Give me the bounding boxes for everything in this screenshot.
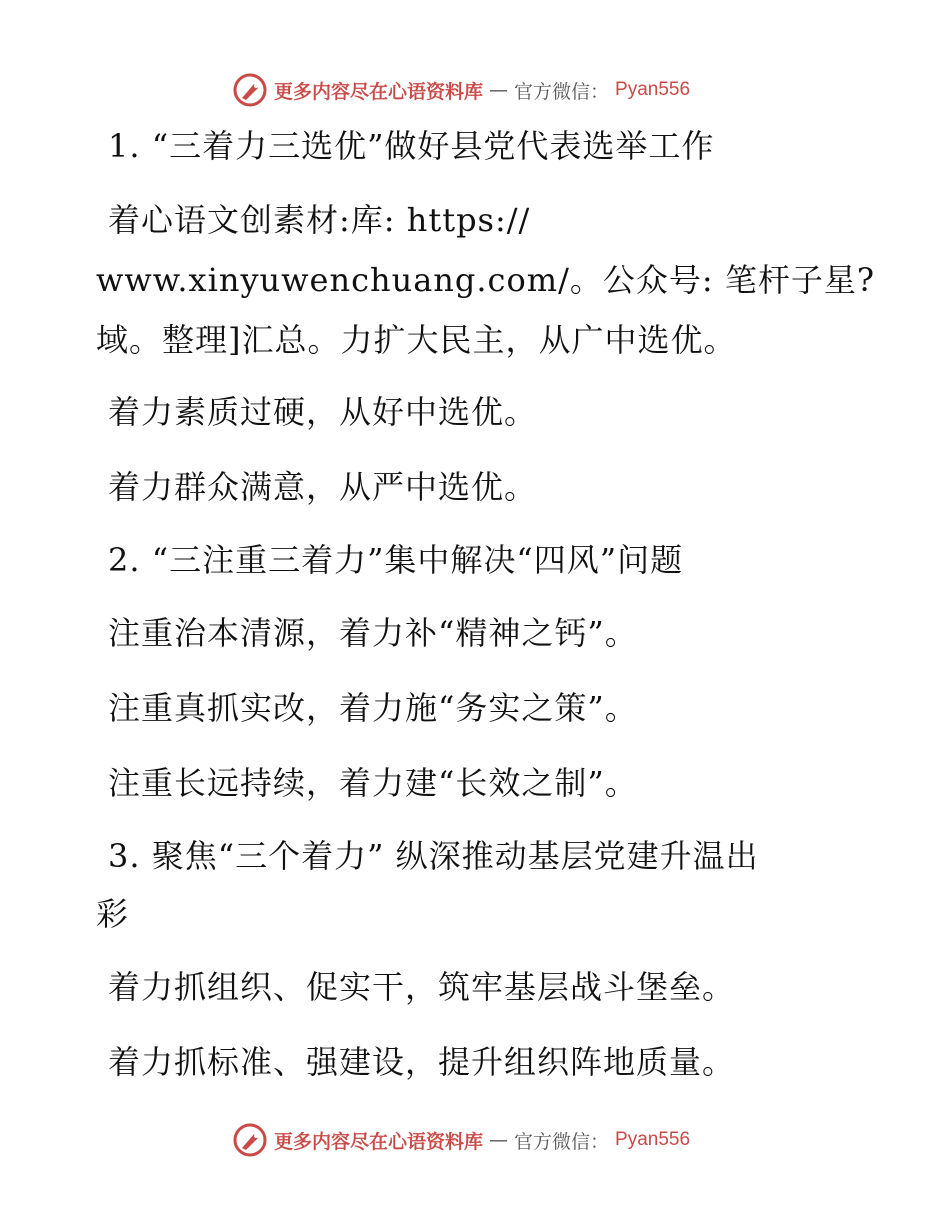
paragraph-line: 着力抓标准、强建设，提升组织阵地质量。 <box>108 1043 736 1081</box>
pen-nib-logo-icon <box>232 72 268 108</box>
heading-1: 1. “三着力三选优”做好县党代表选举工作 <box>108 127 715 165</box>
paragraph-line: 着心语文创素材:库: https:// <box>108 201 531 239</box>
paragraph-line: www.xinyuwenchuang.com/。公众号: 笔杆子星? <box>96 261 875 299</box>
watermark-dash: — <box>489 79 509 101</box>
paragraph-line: 域。整理]汇总。力扩大民主，从广中选优。 <box>96 321 737 359</box>
watermark-wechat-label: 官方微信： <box>514 80 610 103</box>
paragraph-line: 注重真抓实改，着力施“务实之策”。 <box>108 689 638 727</box>
paragraph-line: 着力抓组织、促实干，筑牢基层战斗堡垒。 <box>108 968 736 1006</box>
watermark-site-text: 更多内容尽在心语资料库 <box>274 1130 484 1153</box>
watermark-account: Pyan556 <box>615 1129 691 1150</box>
heading-2: 2. “三注重三着力”集中解决“四风”问题 <box>108 541 684 579</box>
paragraph-line: 着力群众满意，从严中选优。 <box>108 468 538 506</box>
footer-watermark <box>232 1120 690 1160</box>
heading-3-continued: 彩 <box>96 895 130 933</box>
watermark-account: Pyan556 <box>615 79 691 100</box>
paragraph-line: 着力素质过硬，从好中选优。 <box>108 393 538 431</box>
watermark-site-text: 更多内容尽在心语资料库 <box>274 80 484 103</box>
pen-nib-logo-icon <box>232 1122 268 1158</box>
heading-3: 3. 聚焦“三个着力” 纵深推动基层党建升温出 <box>108 837 759 875</box>
watermark-wechat-label: 官方微信： <box>514 1130 610 1153</box>
watermark-dash: — <box>489 1129 509 1151</box>
paragraph-line: 注重长远持续，着力建“长效之制”。 <box>108 764 638 802</box>
paragraph-line: 注重治本清源，着力补“精神之钙”。 <box>108 614 638 652</box>
header-watermark <box>232 70 690 110</box>
